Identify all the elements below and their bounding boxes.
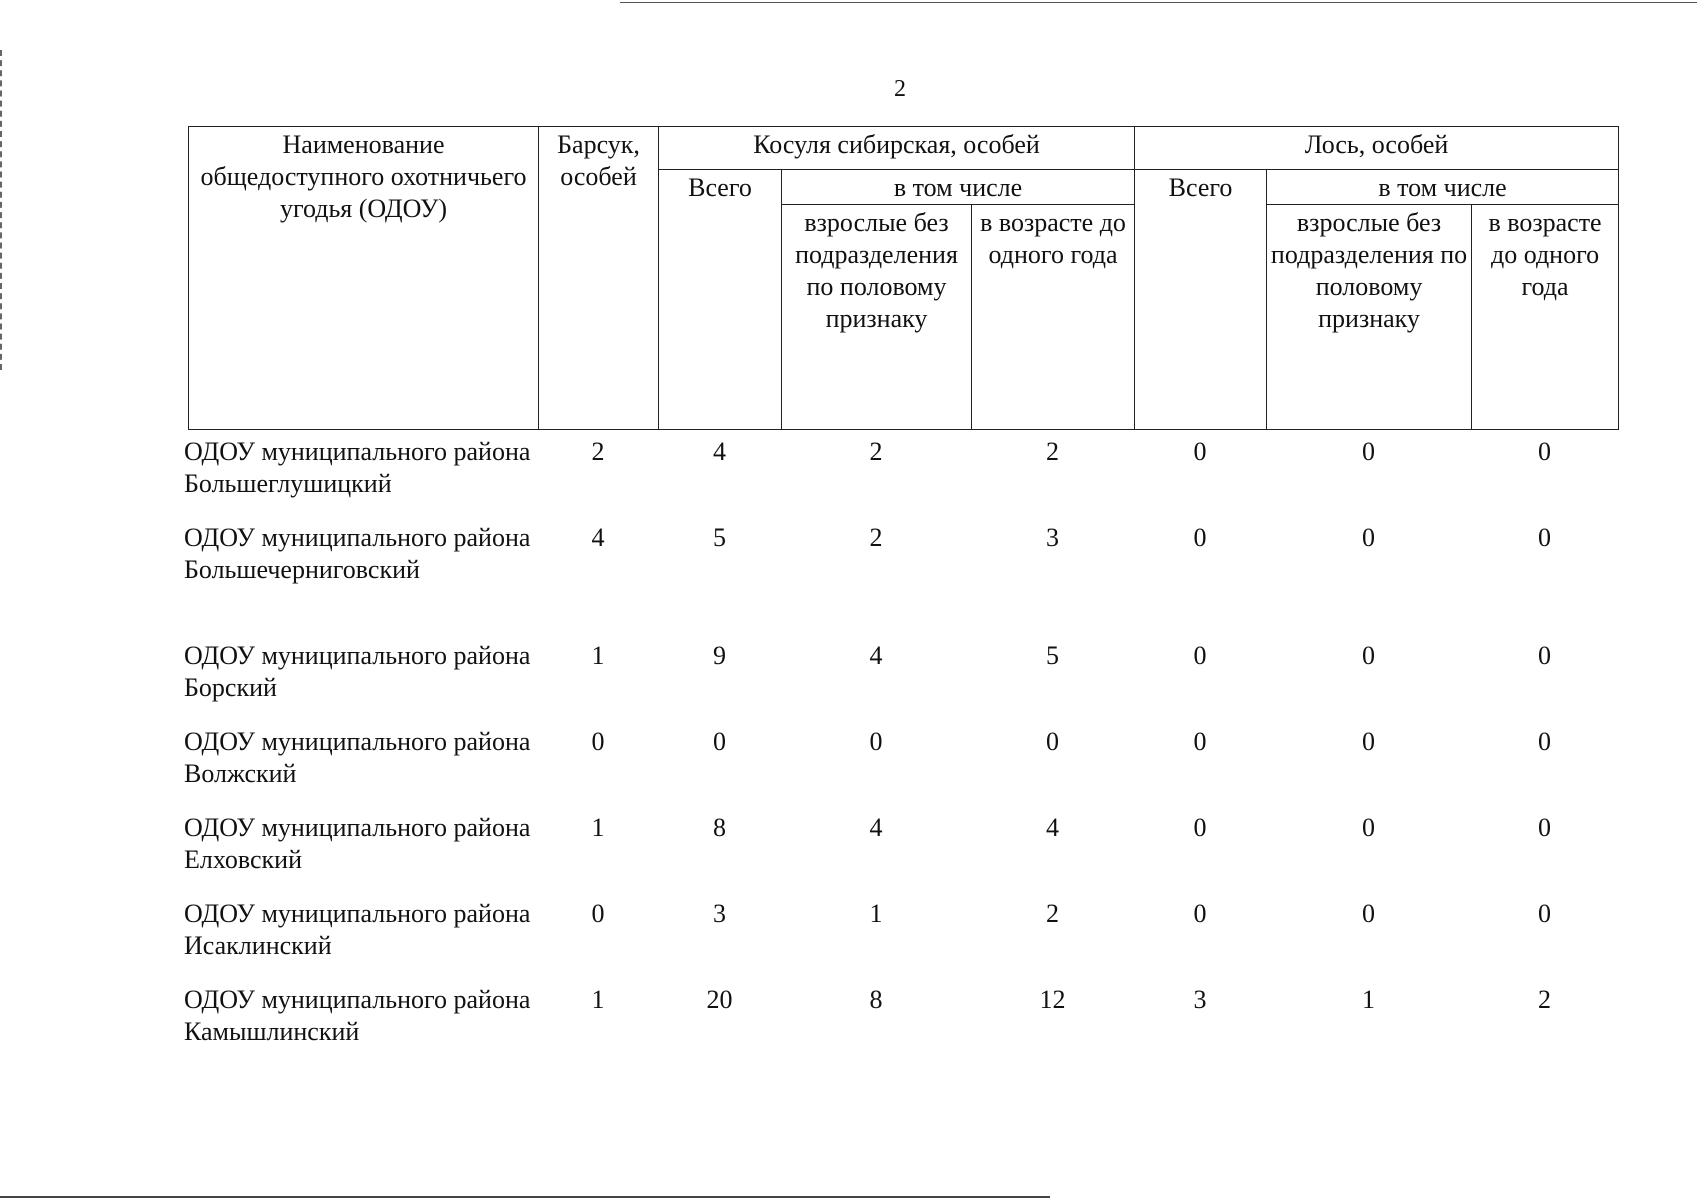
table-row: [184, 984, 1618, 1070]
roe-under-one: 2: [1046, 437, 1059, 466]
roe-total: 8: [713, 813, 726, 842]
badger-count: 2: [591, 437, 605, 466]
elk-adults: 0: [1362, 899, 1375, 928]
table-row: [184, 726, 1618, 812]
roe-adults: 8: [869, 985, 883, 1014]
odou-name: ОДОУ муниципального района Елховский: [184, 813, 531, 874]
elk-under-one: 0: [1538, 437, 1551, 466]
scan-artifact-bottom-line: [0, 1196, 1050, 1198]
badger-count: 1: [591, 641, 605, 670]
header-roe-including: в том числе: [782, 170, 1135, 205]
table-row: [184, 436, 1618, 522]
roe-adults: 4: [869, 641, 883, 670]
badger-count: 0: [591, 727, 605, 756]
table-row: [184, 640, 1618, 726]
header-odou-name: Наименование общедоступного охотничьего угодья (ОДОУ): [189, 127, 539, 430]
header-elk-under-one: в возрасте до одного года: [1472, 205, 1619, 430]
roe-total: 0: [713, 727, 726, 756]
roe-adults: 2: [869, 523, 883, 552]
elk-under-one: 0: [1538, 727, 1551, 756]
roe-adults: 2: [869, 437, 883, 466]
roe-under-one: 0: [1046, 727, 1059, 756]
roe-total: 4: [713, 437, 726, 466]
odou-name: ОДОУ муниципального района Волжский: [184, 727, 531, 788]
elk-total: 3: [1193, 985, 1207, 1014]
roe-total: 20: [706, 985, 733, 1014]
odou-name: ОДОУ муниципального района Большечерниговский: [184, 523, 531, 584]
elk-adults: 0: [1362, 813, 1375, 842]
elk-under-one: 2: [1538, 985, 1551, 1014]
roe-total: 9: [713, 641, 726, 670]
table-row: [184, 812, 1618, 898]
header-badger: Барсук, особей: [539, 127, 659, 430]
elk-under-one: 0: [1538, 813, 1551, 842]
roe-under-one: 12: [1039, 985, 1066, 1014]
badger-count: 0: [591, 899, 605, 928]
table-row: [184, 522, 1618, 640]
odou-name: ОДОУ муниципального района Исаклинский: [184, 899, 531, 960]
elk-under-one: 0: [1538, 899, 1551, 928]
header-roe-under-one: в возрасте до одного года: [972, 205, 1135, 430]
header-elk-total: Всего: [1135, 170, 1267, 430]
roe-total: 5: [713, 523, 726, 552]
elk-total: 0: [1193, 899, 1207, 928]
elk-adults: 0: [1362, 727, 1375, 756]
elk-under-one: 0: [1538, 641, 1551, 670]
header-elk-adults: взрослые без подразделения по половому признаку: [1267, 205, 1472, 430]
table-row: [184, 898, 1618, 984]
elk-total: 0: [1193, 727, 1207, 756]
elk-total: 0: [1193, 641, 1207, 670]
odou-name: ОДОУ муниципального района Большеглушицкий: [184, 437, 531, 498]
elk-adults: 0: [1362, 641, 1375, 670]
header-roe-adults: взрослые без подразделения по половому признаку: [782, 205, 972, 430]
odou-name: ОДОУ муниципального района Камышлинский: [184, 985, 531, 1046]
table-body: [184, 436, 1618, 1070]
table-header: [188, 126, 1619, 430]
roe-adults: 1: [869, 899, 883, 928]
elk-total: 0: [1193, 437, 1207, 466]
roe-under-one: 2: [1046, 899, 1059, 928]
header-elk: Лось, особей: [1135, 127, 1619, 170]
page-number: 2: [894, 76, 906, 102]
roe-adults: 4: [869, 813, 883, 842]
roe-under-one: 4: [1046, 813, 1059, 842]
header-roe-deer: Косуля сибирская, особей: [659, 127, 1135, 170]
header-roe-total: Всего: [659, 170, 782, 430]
badger-count: 4: [591, 523, 605, 552]
scan-artifact-top-line: [620, 2, 1697, 3]
elk-under-one: 0: [1538, 523, 1551, 552]
elk-adults: 0: [1362, 437, 1375, 466]
badger-count: 1: [591, 813, 605, 842]
roe-under-one: 3: [1046, 523, 1059, 552]
elk-total: 0: [1193, 813, 1207, 842]
elk-adults: 1: [1362, 985, 1375, 1014]
badger-count: 1: [591, 985, 605, 1014]
header-elk-including: в том числе: [1267, 170, 1619, 205]
roe-total: 3: [713, 899, 726, 928]
roe-under-one: 5: [1046, 641, 1059, 670]
odou-name: ОДОУ муниципального района Борский: [184, 641, 531, 702]
roe-adults: 0: [869, 727, 883, 756]
elk-total: 0: [1193, 523, 1207, 552]
elk-adults: 0: [1362, 523, 1375, 552]
